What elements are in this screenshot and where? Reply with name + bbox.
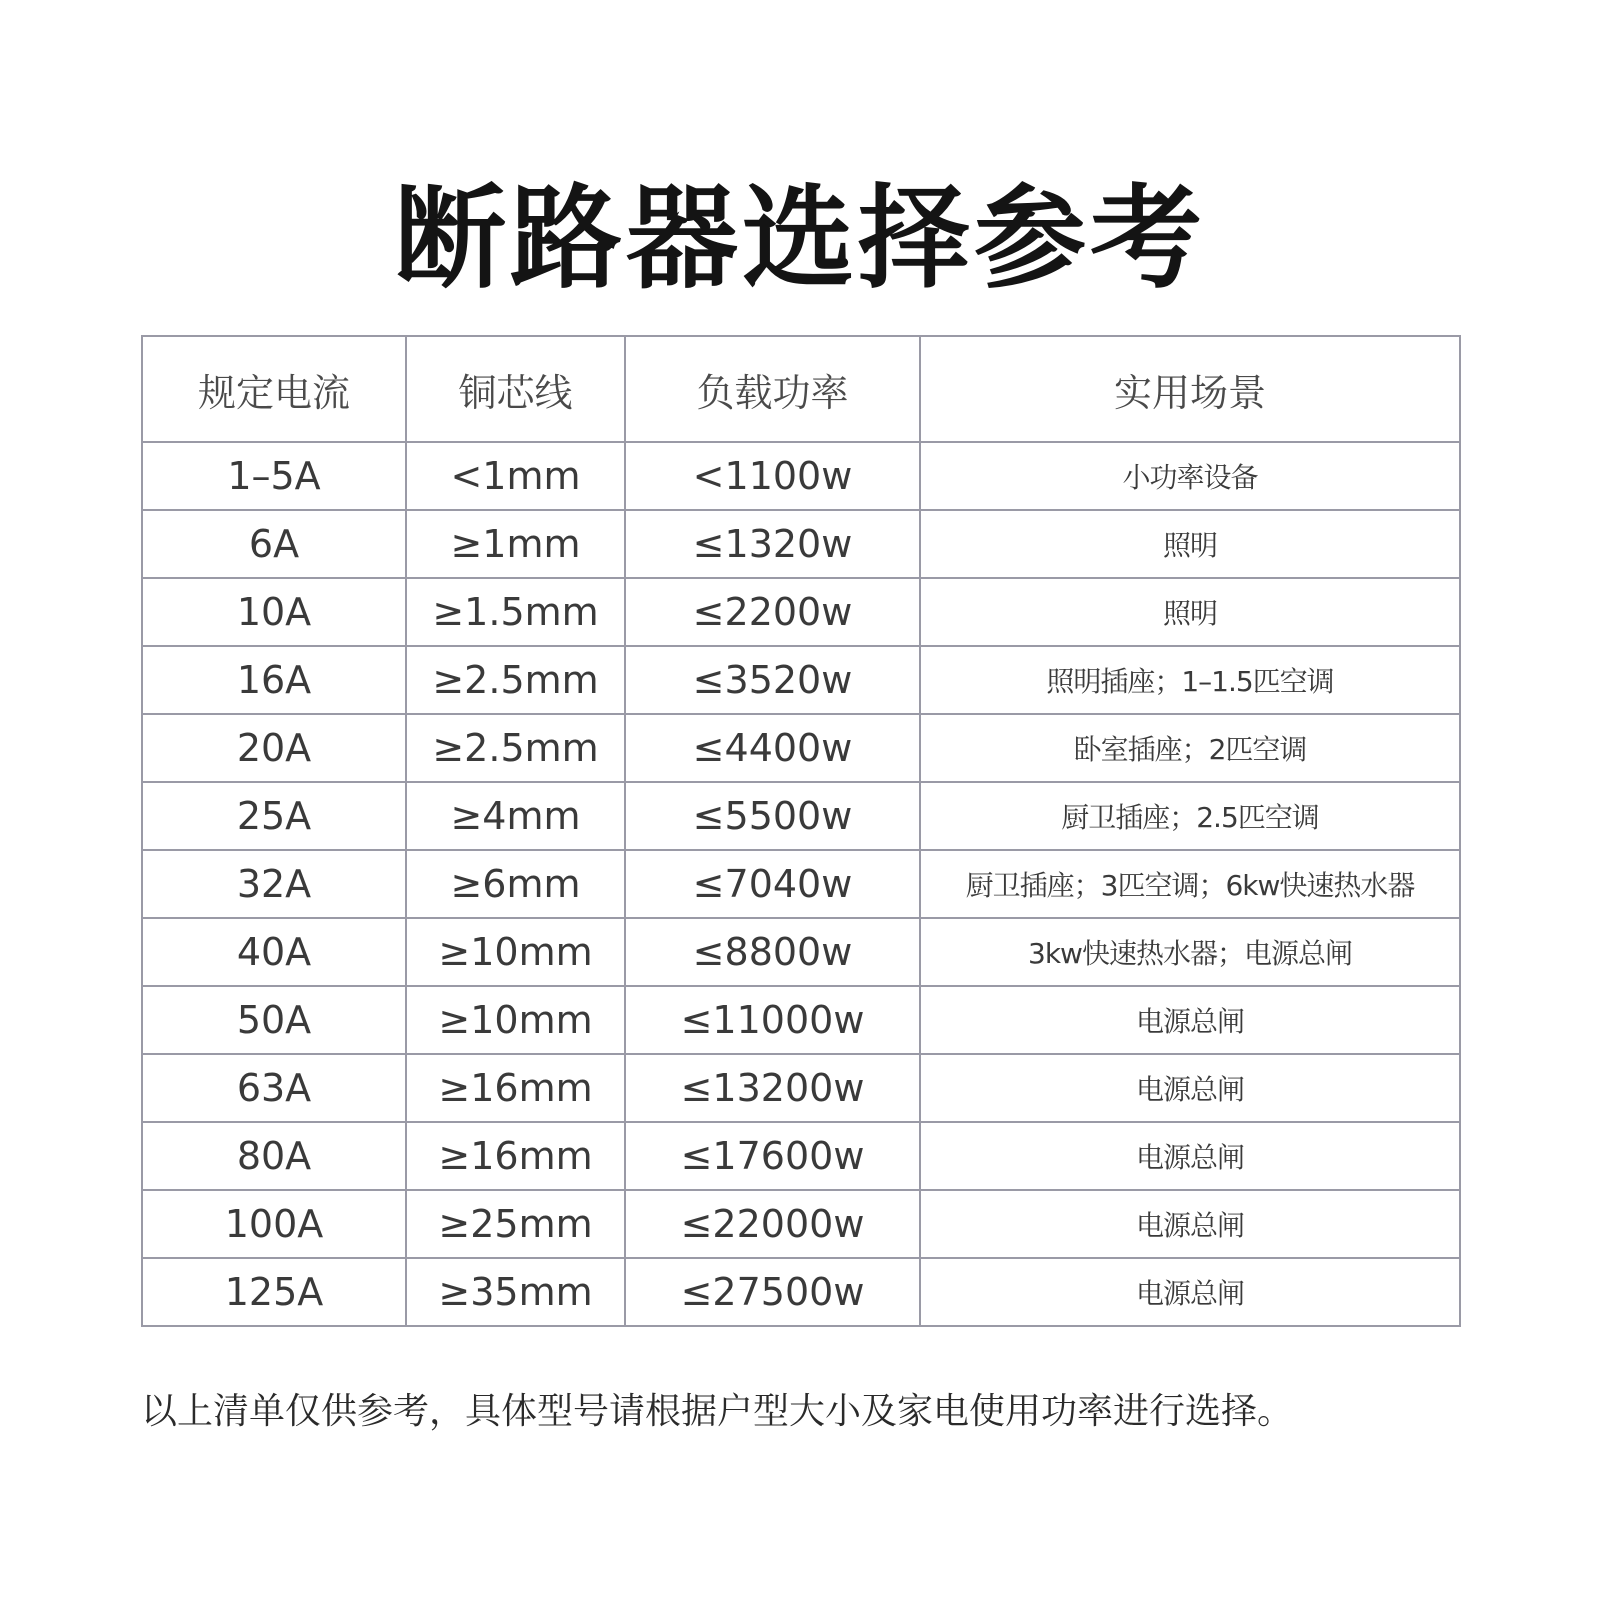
table-row [142, 1190, 1460, 1258]
copper-wire-cell: ≥16mm [406, 1122, 625, 1190]
rated-current-cell: 6A [142, 510, 406, 578]
header-usage-scene: 实用场景 [920, 336, 1460, 442]
footnote: 以上清单仅供参考，具体型号请根据户型大小及家电使用功率进行选择。 [141, 1391, 1294, 1432]
header-copper-wire: 铜芯线 [406, 336, 625, 442]
load-power-cell: ≤4400w [625, 714, 920, 782]
breaker-reference-table [141, 335, 1461, 1327]
rated-current-cell: 80A [142, 1122, 406, 1190]
rated-current-cell: 50A [142, 986, 406, 1054]
load-power-cell: ≤13200w [625, 1054, 920, 1122]
rated-current-cell: 40A [142, 918, 406, 986]
copper-wire-cell: ≥10mm [406, 918, 625, 986]
load-power-cell: ≤11000w [625, 986, 920, 1054]
rated-current-cell: 100A [142, 1190, 406, 1258]
table-row [142, 442, 1460, 510]
load-power-cell: ≤8800w [625, 918, 920, 986]
usage-scene-cell: 厨卫插座；3匹空调；6kw快速热水器 [920, 850, 1460, 918]
copper-wire-cell: ≥4mm [406, 782, 625, 850]
copper-wire-cell: ≥1.5mm [406, 578, 625, 646]
usage-scene-cell: 电源总闸 [920, 1258, 1460, 1326]
load-power-cell: ≤2200w [625, 578, 920, 646]
table-row [142, 1054, 1460, 1122]
table-row [142, 510, 1460, 578]
table-row [142, 1258, 1460, 1326]
load-power-cell: ≤27500w [625, 1258, 920, 1326]
page-title: 断路器选择参考 [394, 174, 1206, 305]
load-power-cell: ≤5500w [625, 782, 920, 850]
usage-scene-cell: 电源总闸 [920, 1122, 1460, 1190]
usage-scene-cell: 照明 [920, 578, 1460, 646]
table-row [142, 850, 1460, 918]
load-power-cell: ≤3520w [625, 646, 920, 714]
load-power-cell: ≤7040w [625, 850, 920, 918]
table-row [142, 782, 1460, 850]
usage-scene-cell: 照明插座；1–1.5匹空调 [920, 646, 1460, 714]
table-row [142, 986, 1460, 1054]
rated-current-cell: 25A [142, 782, 406, 850]
table-row [142, 1122, 1460, 1190]
copper-wire-cell: ≥16mm [406, 1054, 625, 1122]
usage-scene-cell: 小功率设备 [920, 442, 1460, 510]
load-power-cell: ≤22000w [625, 1190, 920, 1258]
header-rated-current: 规定电流 [142, 336, 406, 442]
copper-wire-cell: <1mm [406, 442, 625, 510]
copper-wire-cell: ≥25mm [406, 1190, 625, 1258]
rated-current-cell: 32A [142, 850, 406, 918]
rated-current-cell: 10A [142, 578, 406, 646]
usage-scene-cell: 卧室插座；2匹空调 [920, 714, 1460, 782]
table-header-row [142, 336, 1460, 442]
rated-current-cell: 20A [142, 714, 406, 782]
usage-scene-cell: 电源总闸 [920, 1190, 1460, 1258]
table-row [142, 714, 1460, 782]
usage-scene-cell: 电源总闸 [920, 1054, 1460, 1122]
usage-scene-cell: 3kw快速热水器；电源总闸 [920, 918, 1460, 986]
load-power-cell: ≤1320w [625, 510, 920, 578]
rated-current-cell: 63A [142, 1054, 406, 1122]
table-body [142, 442, 1460, 1326]
rated-current-cell: 125A [142, 1258, 406, 1326]
usage-scene-cell: 电源总闸 [920, 986, 1460, 1054]
rated-current-cell: 16A [142, 646, 406, 714]
copper-wire-cell: ≥35mm [406, 1258, 625, 1326]
table-row [142, 918, 1460, 986]
rated-current-cell: 1–5A [142, 442, 406, 510]
load-power-cell: <1100w [625, 442, 920, 510]
copper-wire-cell: ≥1mm [406, 510, 625, 578]
table-row [142, 646, 1460, 714]
copper-wire-cell: ≥2.5mm [406, 714, 625, 782]
copper-wire-cell: ≥10mm [406, 986, 625, 1054]
usage-scene-cell: 厨卫插座；2.5匹空调 [920, 782, 1460, 850]
table-row [142, 578, 1460, 646]
copper-wire-cell: ≥2.5mm [406, 646, 625, 714]
header-load-power: 负载功率 [625, 336, 920, 442]
usage-scene-cell: 照明 [920, 510, 1460, 578]
load-power-cell: ≤17600w [625, 1122, 920, 1190]
copper-wire-cell: ≥6mm [406, 850, 625, 918]
